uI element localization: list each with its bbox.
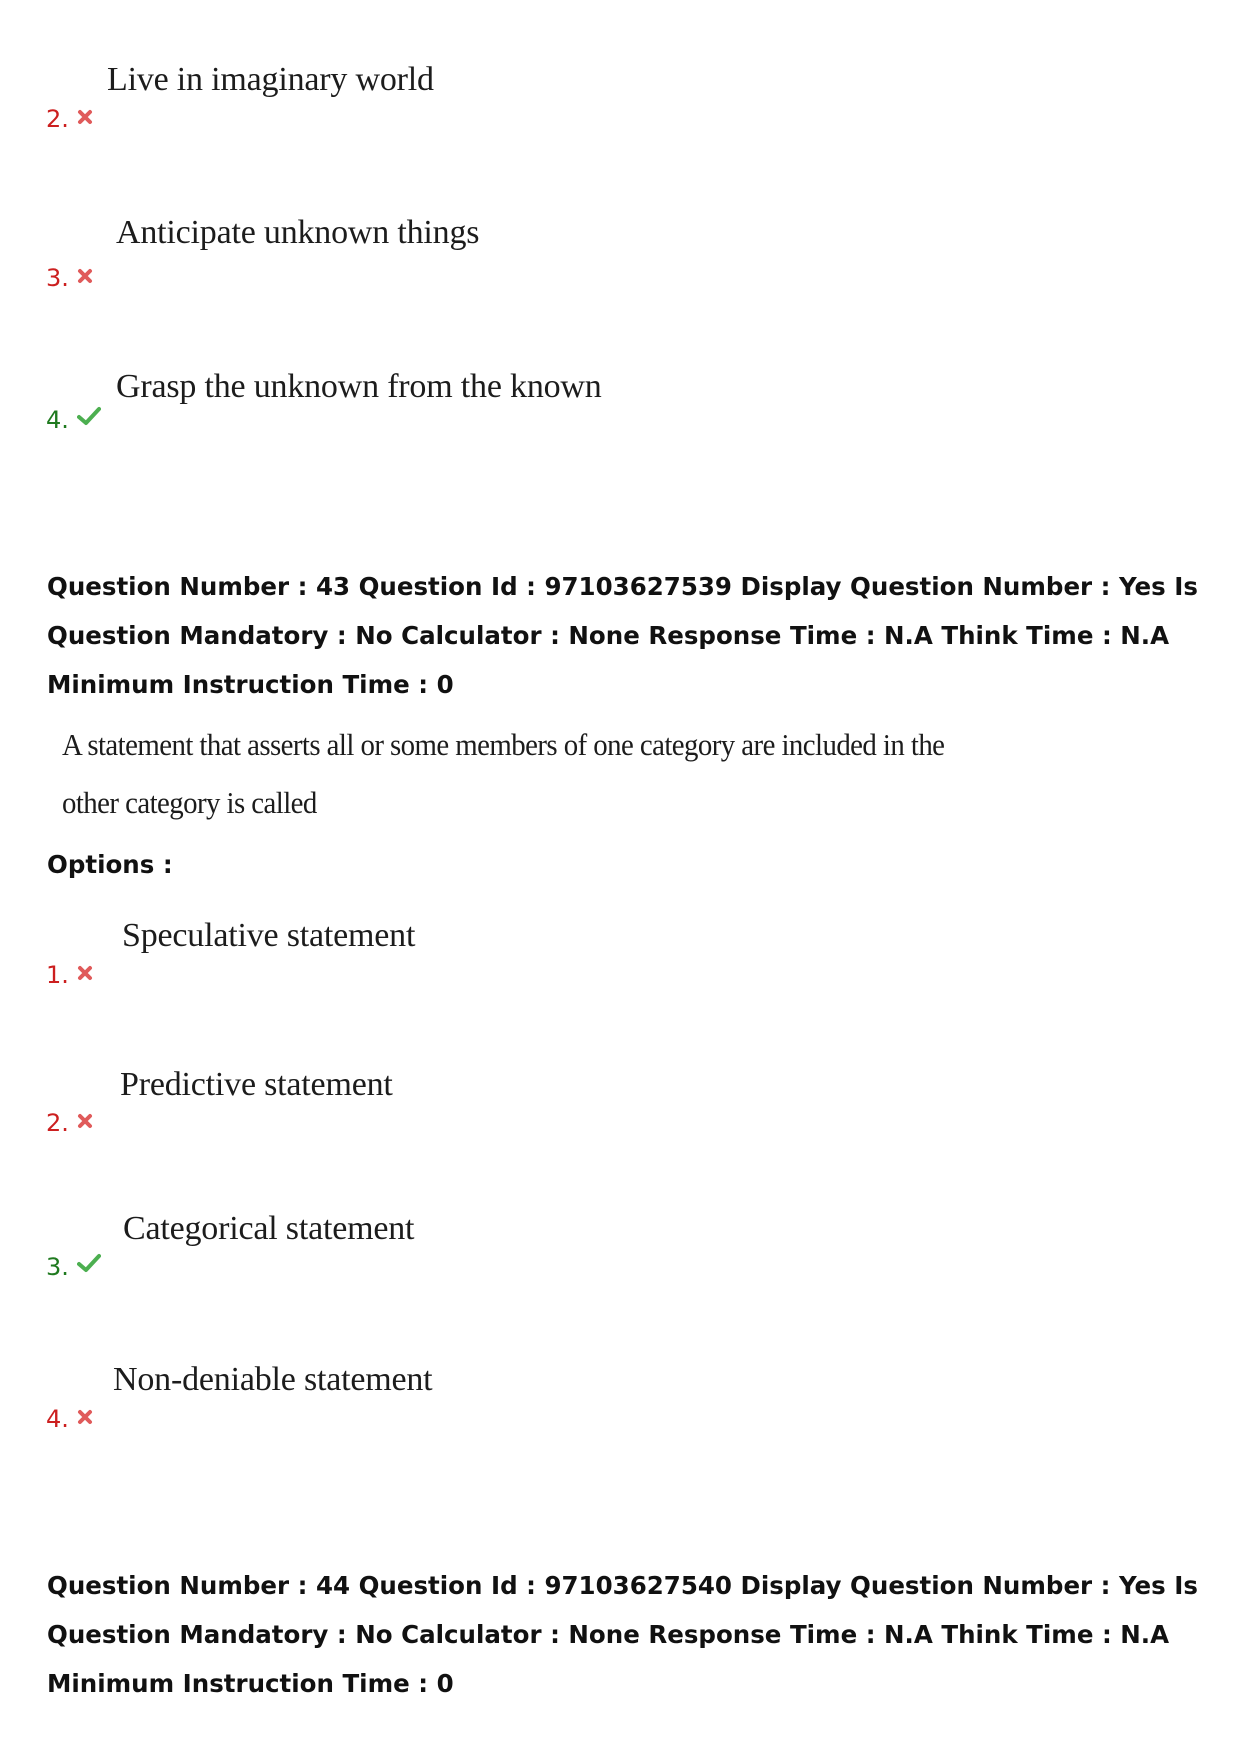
option-number: 3. xyxy=(46,262,93,292)
option-number: 2. xyxy=(46,1107,93,1137)
cross-icon xyxy=(77,262,93,290)
cross-icon xyxy=(77,103,93,131)
question-text-line: other category is called xyxy=(62,785,317,820)
option-text: Speculative statement xyxy=(122,917,416,954)
check-icon xyxy=(77,404,101,432)
cross-icon xyxy=(77,1403,93,1431)
options-label: Options : xyxy=(47,850,173,879)
question-text-line: A statement that asserts all or some members of one category are included in the xyxy=(62,727,945,762)
option-number: 3. xyxy=(46,1251,101,1281)
cross-icon xyxy=(77,959,93,987)
option-number: 4. xyxy=(46,404,101,434)
option-number: 2. xyxy=(46,103,93,133)
option-number: 1. xyxy=(46,959,93,989)
check-icon xyxy=(77,1251,101,1279)
option-text: Non-deniable statement xyxy=(113,1361,433,1398)
question-text xyxy=(62,716,992,832)
question-meta: Question Number : 44 Question Id : 97103627540 Display Question Number : Yes Is Question Mandatory : No Calculator : None Response Time : N.A Think Time : N.A Minimum Instruction Time : 0 xyxy=(47,1571,1198,1698)
option-text: Live in imaginary world xyxy=(107,61,434,98)
option-text: Anticipate unknown things xyxy=(116,214,480,251)
question-meta: Question Number : 43 Question Id : 97103627539 Display Question Number : Yes Is Question Mandatory : No Calculator : None Response Time : N.A Think Time : N.A Minimum Instruction Time : 0 xyxy=(47,572,1198,699)
option-text: Grasp the unknown from the known xyxy=(116,368,602,405)
option-text: Predictive statement xyxy=(120,1066,393,1103)
option-text: Categorical statement xyxy=(123,1210,415,1247)
option-number: 4. xyxy=(46,1403,93,1433)
cross-icon xyxy=(77,1107,93,1135)
